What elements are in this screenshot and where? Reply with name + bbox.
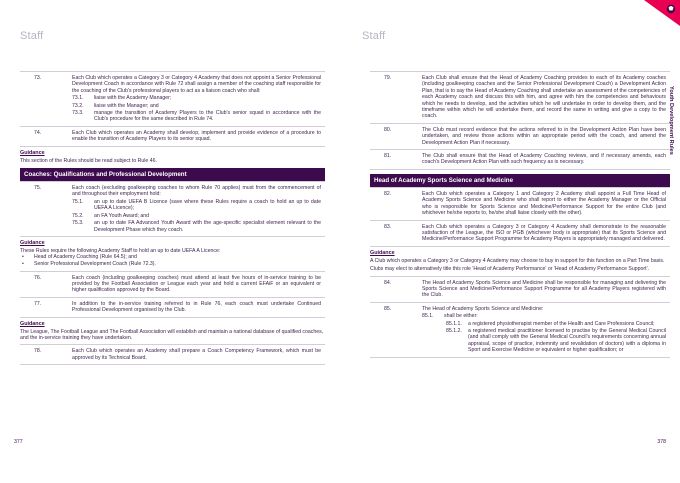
- page-number-left: 377: [14, 439, 23, 445]
- rules-box-75: [20, 181, 325, 237]
- rule-85-1: 85.1. shall be either:: [422, 313, 478, 320]
- rule-73-1: 73.1. liaise with the Academy Manager;: [72, 95, 172, 102]
- rule-85-1-1: 85.1.1. a registered physiotherapist member of the Health and Care Professions Council;: [446, 320, 655, 327]
- guidance-text: This section of the Rules should be read subject to Rule 46.: [20, 157, 157, 164]
- rule-text: The Head of Academy Sports Science and Medicine:: [422, 305, 544, 312]
- rule-number: 84.: [384, 279, 392, 286]
- rules-box-84-85: [370, 276, 670, 358]
- rule-text: Each coach (including goalkeeping coaches) must attend at least five hours of in-service training to be provided by the Football Association or League each year and hold a current EFAiF or an equivalent or higher qualification approved by the Board.: [72, 274, 321, 294]
- rule-number: 77.: [34, 300, 42, 307]
- rule-text: Each Club which operates a Category 3 or Category 4 Academy that does not appoint a Senior Professional Development Coach in accordance with Rule 72 shall assign a member of the coaching staff responsible for the coaching of the Club's professional players to act as a liaison coach who shall:: [72, 75, 321, 94]
- rule-number: 82.: [384, 190, 392, 197]
- guidance-text: These Rules require the following Academy Staff to hold an up to date UEFA A Licence:: [20, 247, 221, 254]
- rule-number: 74.: [34, 129, 42, 136]
- side-tab-label: Youth Development Rules: [668, 86, 674, 155]
- rule-73-3: 73.3. manage the transition of Academy Players to the Club's senior squad in accordance with the Club's procedure for the same described in Rule 74.: [72, 110, 321, 123]
- rule-text: Each Club which operates a Category 1 and Category 2 Academy shall appoint a Full Time Head of Academy Sports Science and Medicine who shall report to either the Academy Manager or the Official who is responsible for Sports Science and Medicine/Performance Support for the entire Club (and whichever he/she reports to, he/she shall liaise closely with the other).: [422, 190, 666, 217]
- rule-number: 78.: [34, 348, 42, 355]
- rule-80: [370, 123, 670, 149]
- rule-text: The Club must record evidence that the actions referred to in the Development Action Plan have been undertaken, and review those actions within an appropriate period with the coach, and amend the Development Action Plan if necessary.: [422, 126, 666, 146]
- right-column: [370, 71, 670, 358]
- guidance-heading: Guidance: [20, 239, 45, 246]
- rule-number: 80.: [384, 126, 392, 133]
- rule-number: 73.: [34, 75, 42, 81]
- section-band-coaches: Coaches: Qualifications and Professional Development: [20, 168, 325, 181]
- rule-81: [370, 149, 670, 169]
- rule-84: [370, 277, 670, 302]
- rule-74: [20, 126, 325, 146]
- guidance-text: Clubs may elect to alternatively title this role 'Head of Academy Performance' or 'Head of Academy Performance Support'.: [370, 266, 650, 273]
- rule-85: [370, 302, 670, 357]
- rules-box-82-83: [370, 187, 670, 247]
- rule-text: Each Club which operates an Academy shall develop, implement and provide evidence of a procedure to enable the transition of Academy Players to its senior squad.: [72, 129, 321, 143]
- rule-text: Each Club which operates a Category 3 or Category 4 Academy shall demonstrate to the reasonable satisfaction of the League, the ISO or PGB (whichever body is appropriate) that its Sports Science and Medicine/Performance Support Programme for Academy Players is appropriately managed and delivered.: [422, 223, 666, 243]
- rule-78: [20, 345, 325, 364]
- guidance-heading: Guidance: [20, 320, 45, 327]
- premier-league-logo-icon: [644, 0, 680, 26]
- rule-75-2: 75.2. an FA Youth Award; and: [72, 212, 149, 219]
- rule-text: Each Club shall ensure that the Head of Academy Coaching provides to each of its Academy coaches (including goalkeeping coaches and the Senior Professional Development Coach) a Development Action Plan, that is to say the Head of Academy Coaching shall undertake an assessment of the competencies of each Academy coach and discuss this with him, and agree with him the competencies and behaviours which he needs to develop, and the activities which he will undertake in order to develop them, and the timeframe within which he will undertake them, and record the same in writing and give a copy to the coach.: [422, 75, 666, 120]
- page-number-right: 378: [657, 439, 666, 445]
- rules-box-78: [20, 344, 325, 365]
- rule-85-1-2: 85.1.2. a registered medical practitioner licensed to practise by the General Medical Council (and shall comply with the General Medical Council's requirements concerning annual appraisal, scope of practice, indemnity and revalidation of doctors) with a diploma in Sport and Exercise Medicine or equivalent or higher qualification; or: [446, 327, 666, 354]
- rule-75-3: 75.3. an up to date FA Advanced Youth Award with the age-specific specialist element relevant to the Development Phase which they coach.: [72, 220, 321, 233]
- rule-76: [20, 272, 325, 297]
- rule-number: 83.: [384, 223, 392, 230]
- rules-box-76-77: [20, 271, 325, 318]
- rule-75: [20, 182, 325, 236]
- guidance-text: A Club which operates a Category 3 or Category 4 Academy may choose to buy in support for this function on a Part Time basis.: [370, 257, 665, 264]
- rule-number: 79.: [384, 75, 392, 81]
- rule-79: [370, 72, 670, 123]
- guidance-bullet: • Head of Academy Coaching (Rule 64.5); and: [22, 254, 137, 261]
- rule-73: [20, 72, 325, 126]
- rule-number: 81.: [384, 153, 392, 160]
- rules-box-79-81: [370, 71, 670, 170]
- rule-text: The Head of Academy Sports Science and Medicine shall be responsible for managing and delivering the Sports Science and Medicine/Performance Support Programme for all Academy Players registered with the Club.: [422, 279, 666, 299]
- rule-82: [370, 188, 670, 220]
- rule-number: 85.: [384, 305, 392, 312]
- page-header-right: Staff: [362, 30, 386, 42]
- left-column: [20, 71, 325, 365]
- rule-text: Each Club which operates an Academy shall prepare a Coach Competency Framework, which must be approved by its Technical Board.: [72, 348, 321, 361]
- rule-number: 76.: [34, 274, 42, 281]
- guidance-bullet: • Senior Professional Development Coach (Rule 72.3).: [22, 260, 156, 267]
- rule-text: In addition to the in-service training referred to in Rule 76, each coach must undertake Continued Professional Development organised by the Club.: [72, 300, 321, 314]
- rule-text: Each coach (excluding goalkeeping coaches to whom Rule 70 applies) must from the commencement of and throughout their employment hold:: [72, 185, 321, 198]
- rule-number: 75.: [34, 185, 42, 192]
- guidance-heading: Guidance: [20, 149, 45, 156]
- rule-75-1: 75.1. an up to date UEFA B Licence (save where these Rules require a coach to hold an up to date UEFA A Licence);: [72, 198, 321, 212]
- rule-83: [370, 220, 670, 246]
- guidance-heading: Guidance: [370, 249, 395, 256]
- section-band-sports-science: Head of Academy Sports Science and Medicine: [370, 174, 670, 187]
- page-header-left: Staff: [20, 30, 44, 42]
- rules-box-73-74: [20, 71, 325, 147]
- rule-77: [20, 297, 325, 317]
- rule-73-2: 73.2. liaise with the Manager; and: [72, 102, 159, 109]
- guidance-text: The League, The Football League and The Football Association will establish and maintain a national database of qualified coaches, and the in-service training they have undertaken.: [20, 328, 324, 341]
- rule-text: The Club shall ensure that the Head of Academy Coaching reviews, and if necessary amends, each coach's Development Action Plan with such frequency as is necessary.: [422, 153, 666, 166]
